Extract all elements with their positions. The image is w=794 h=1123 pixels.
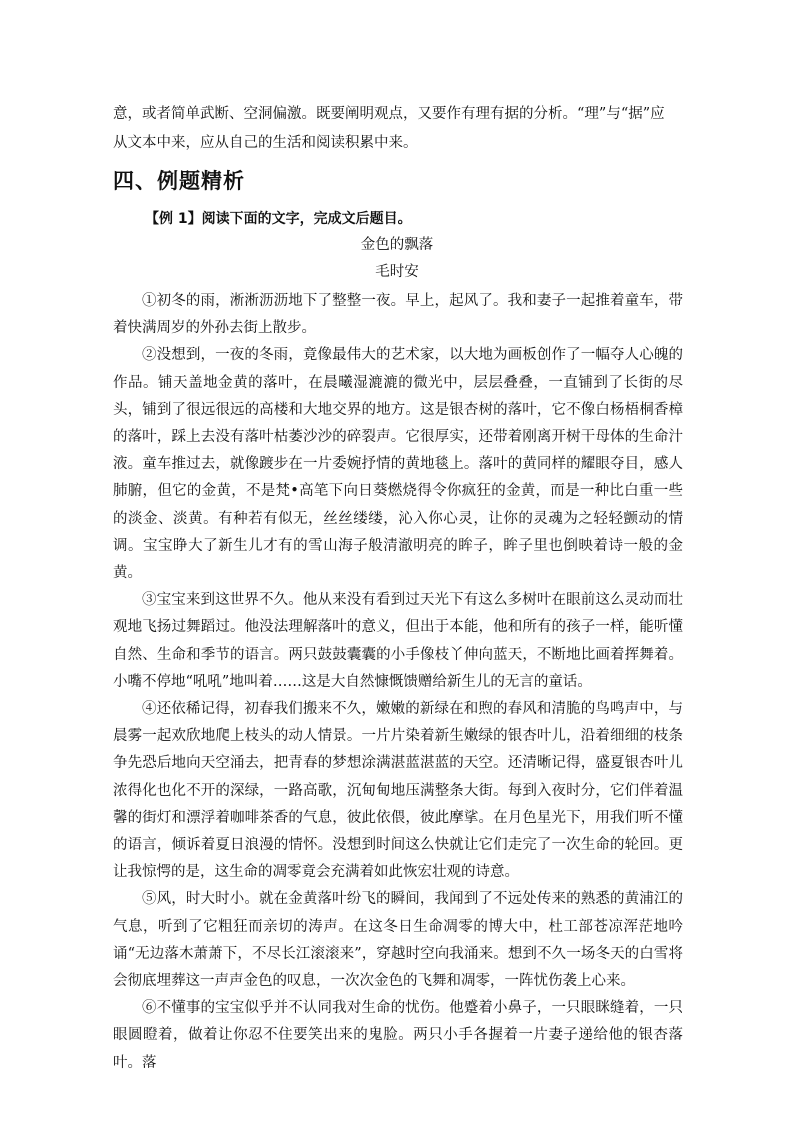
article-paragraph-5: ⑤风，时大时小。就在金黄落叶纷飞的瞬间，我闻到了不远处传来的熟悉的黄浦江的气息，听到了它粗狂而亲切的涛声。在这冬日生命凋零的博大中，杜工部苍凉浑茫地吟诵“无边落木萧萧下，不尽长江滚滚来”，穿越时空向我涌来。想到不久一场冬天的白雪将会彻底埋葬这一声声金色的叹息，一次次金色的飞舞和凋零，一阵忧伤袭上心来。 [113,891,683,990]
section-heading: 四、例题精析 [113,169,245,193]
article-paragraph-2: ②没想到，一夜的冬雨，竟像最伟大的艺术家，以大地为画板创作了一幅夺人心魄的作品。铺天盖地金黄的落叶，在晨曦湿漉漉的微光中，层层叠叠，一直铺到了长街的尽头，铺到了很远很远的高楼和大地交界的地方。这是银杏树的落叶，它不像白杨梧桐香樟的落叶，踩上去没有落叶枯萎沙沙的碎裂声。它很厚实，还带着刚离开树干母体的生命汁液。童车推过去，就像踱步在一片委婉抒情的黄地毯上。落叶的黄同样的耀眼夺目，感人肺腑，但它的金黄，不是梵•高笔下向日葵燃烧得令你疯狂的金黄，而是一种比白重一些的淡金、淡黄。有种若有似无，丝丝缕缕，沁入你心灵，让你的灵魂为之轻轻颤动的情调。宝宝睁大了新生儿才有的雪山海子般清澈明亮的眸子，眸子里也倒映着诗一般的金黄。 [113,347,683,582]
article-body [113,288,683,1077]
example-label: 【例 1】阅读下面的文字，完成文后题目。 [145,211,412,227]
intro-line-2: 从文本中来，应从自己的生活和阅读积累中来。 [113,135,418,151]
article-paragraph-4: ④还依稀记得，初春我们搬来不久，嫩嫩的新绿在和煦的春风和清脆的鸟鸣声中，与晨雾一起欢欣地爬上枝头的动人情景。一片片染着新生嫩绿的银杏叶儿，沿着细细的枝条争先恐后地向天空涌去，把青春的梦想涂满湛蓝湛蓝的天空。还清晰记得，盛夏银杏叶儿浓得化也化不开的深绿，一路高歌，沉甸甸地压满整条大街。每到入夜时分，它们伴着温馨的街灯和漂浮着咖啡茶香的气息，彼此依偎，彼此摩挲。在月色星光下，用我们听不懂的语言，倾诉着夏日浪漫的情怀。没想到时间这么快就让它们走完了一次生命的轮回。更让我惊愕的是，这生命的凋零竟会充满着如此恢宏壮观的诗意。 [113,701,683,881]
article-title: 金色的飘落 [360,237,434,253]
intro-line-1: 意，或者简单武断、空洞偏激。既要阐明观点，又要作有理有据的分析。“理”与“据”应 [113,106,665,122]
article-paragraph-6: ⑥不懂事的宝宝似乎并不认同我对生命的忧伤。他蹙着小鼻子，一只眼眯缝着，一只眼圆瞪着，做着让你忍不住要笑出来的鬼脸。两只小手各握着一片妻子递给他的银杏落叶。落 [113,1000,683,1071]
article-paragraph-1: ①初冬的雨，淅淅沥沥地下了整整一夜。早上，起风了。我和妻子一起推着童车，带着快满周岁的外孙去街上散步。 [113,293,683,337]
article-author: 毛时安 [375,264,419,280]
article-paragraph-3: ③宝宝来到这世界不久。他从来没有看到过天光下有这么多树叶在眼前这么灵动而壮观地飞扬过舞蹈过。他没法理解落叶的意义，但出于本能，他和所有的孩子一样，能听懂自然、生命和季节的语言。两只鼓鼓囊囊的小手像枝丫伸向蓝天，不断地比画着挥舞着。小嘴不停地“吼吼”地叫着……这是大自然慷慨馈赠给新生儿的无言的童话。 [113,592,683,690]
